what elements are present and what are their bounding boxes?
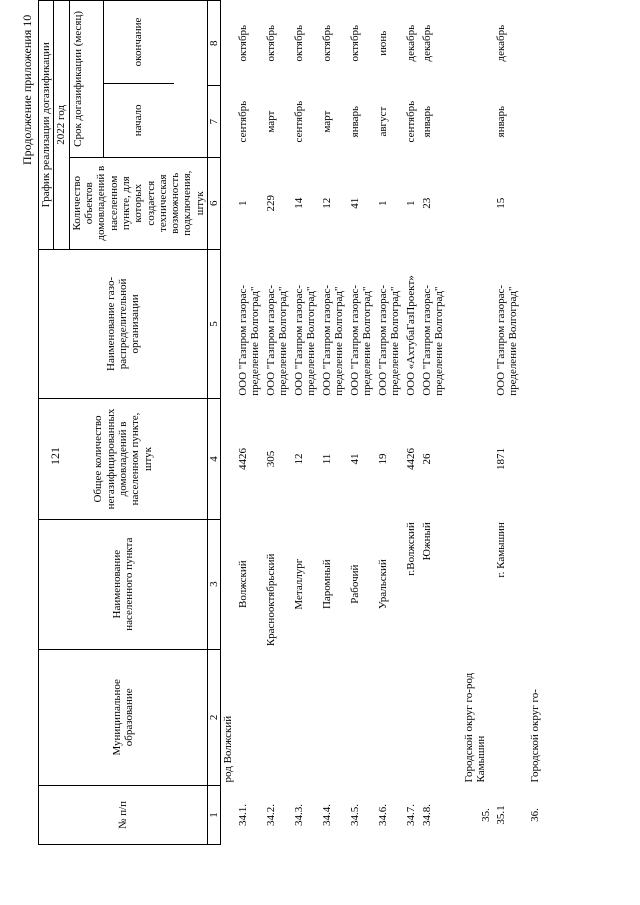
row-org: ООО "Газпром газорас-пределение Волгоград" [264,284,289,396]
col-number: 7 [208,86,221,157]
row-num: 34.2. [264,803,277,826]
header-total: Общее количество негазифицированных домовладений в населенном пункте, штук [39,399,208,519]
row-end: октябрь [292,24,305,62]
table-row [236,1,264,845]
row-org: ООО "Газпром газорас-пределение Волгоград" [320,284,345,396]
row-end: октябрь [236,24,249,62]
row-total: 41 [348,453,361,465]
row-start: сентябрь [292,100,305,143]
row-municipality [320,649,348,785]
row-org: ООО "Газпром газорас-пределение Волгоград" [236,284,261,396]
table-row [348,1,376,845]
row-num: 34.1. [236,803,249,826]
col-number: 5 [208,249,221,399]
row-end: октябрь [264,24,277,62]
row-num: 36. [528,808,541,822]
row-start: март [320,110,333,133]
row-settlement: Южный [420,522,433,561]
row-settlement: Уральский [376,559,389,610]
row-municipality [420,649,462,785]
municipality-fragment: род Волжский [222,715,235,783]
row-start: январь [348,105,361,138]
row-end: октябрь [348,24,361,62]
row-org: ООО "Газпром газорас-пределение Волгоград" [348,284,373,396]
row-count: 1 [404,200,417,206]
row-num: 34.4. [320,803,333,826]
row-org: ООО "Газпром газорас-пределение Волгоград" [420,284,445,396]
header-end: окончание [132,17,145,67]
row-settlement: Краснооктябрьский [264,553,277,647]
table-row [376,1,404,845]
row-count: 1 [236,200,249,206]
row-start: январь [420,105,433,138]
row-start: сентябрь [404,100,417,143]
page-number: 121 [48,447,62,465]
row-count: 41 [348,197,361,209]
row-start: август [376,106,389,137]
table-row [221,1,236,845]
col-number: 6 [208,157,221,249]
row-start: январь [494,105,507,138]
row-num: 34.6. [376,803,389,826]
row-total: 305 [264,450,277,468]
row-end: декабрь [494,24,507,62]
row-municipality [264,649,292,785]
row-end: декабрь [420,24,433,62]
table-row [320,1,348,845]
row-count: 229 [264,194,277,212]
header-num: № п/п [39,785,208,844]
row-num: 34.8. [420,803,433,826]
row-total: 4426 [404,447,417,470]
row-org: ООО "Газпром газорас-пределение Волгоград" [376,284,401,396]
row-settlement: г.Волжский [404,522,417,576]
column-number-row [208,1,221,845]
table-row [528,1,544,845]
header-municipality: Муниципальное образование [39,649,208,785]
continuation-label: Продолжение приложения 10 [20,14,34,165]
row-municipality [236,649,264,785]
table-row [264,1,292,845]
row-end: декабрь [404,24,417,62]
row-municipality [404,649,420,785]
col-number: 3 [208,519,221,649]
row-num: 34.7. [404,803,417,826]
row-count: 1 [376,200,389,206]
col-number: 2 [208,649,221,785]
header-period: Срок догазификации (месяц) [70,1,104,157]
table-row [404,1,420,845]
row-num: 34.3. [292,803,305,826]
row-total: 11 [320,453,333,465]
row-start: март [264,110,277,133]
row-num: 34.5. [348,803,361,826]
row-municipality: Городской округ го- [528,689,541,783]
row-settlement: Паромный [320,559,333,610]
row-municipality: Городской округ го-род Камышин [462,672,487,783]
table-row [292,1,320,845]
row-count: 23 [420,197,433,209]
row-total: 19 [376,453,389,465]
row-settlement: Металлург [292,558,305,610]
row-org: ООО "Газпром газорас-пределение Волгоград" [292,284,317,396]
row-total: 1871 [494,447,507,470]
row-count: 12 [320,197,333,209]
row-num: 35. [480,808,493,822]
col-number: 4 [208,399,221,519]
row-settlement: г. Камышин [494,522,507,578]
row-settlement: Волжский [236,560,249,608]
row-municipality [494,649,528,785]
header-settlement: Наименование населенного пункта [39,519,208,649]
row-municipality [348,649,376,785]
table-row [494,1,528,845]
header-year: 2022 год [54,1,69,250]
row-count: 14 [292,197,305,209]
row-settlement: Рабочий [348,564,361,604]
header-org: Наименование газо-распределительной организации [39,249,208,399]
col-number: 1 [208,785,221,844]
row-org: ООО "Газпром газорас-пределение Волгоград" [494,284,519,396]
row-end: июнь [376,30,389,56]
row-municipality [292,649,320,785]
row-total: 12 [292,453,305,465]
row-total: 26 [420,453,433,465]
row-org: ООО «АхтубаГазПроект» [404,275,417,396]
row-num: 35.1 [494,805,507,825]
row-end: октябрь [320,24,333,62]
header-start: начало [104,83,174,157]
row-total: 4426 [236,447,249,470]
table-row [462,1,494,845]
col-number: 8 [208,1,221,86]
header-schedule: График реализации догазификации [39,1,54,250]
dogasification-table [38,0,544,845]
row-count: 15 [494,197,507,209]
row-municipality [376,649,404,785]
table-row [420,1,462,845]
header-period-block [69,1,207,158]
row-start: сентябрь [236,100,249,143]
header-count: Количество объектов домовладений в населенном пункте, для которых создается техническая возможность подключения, штук [69,157,207,249]
